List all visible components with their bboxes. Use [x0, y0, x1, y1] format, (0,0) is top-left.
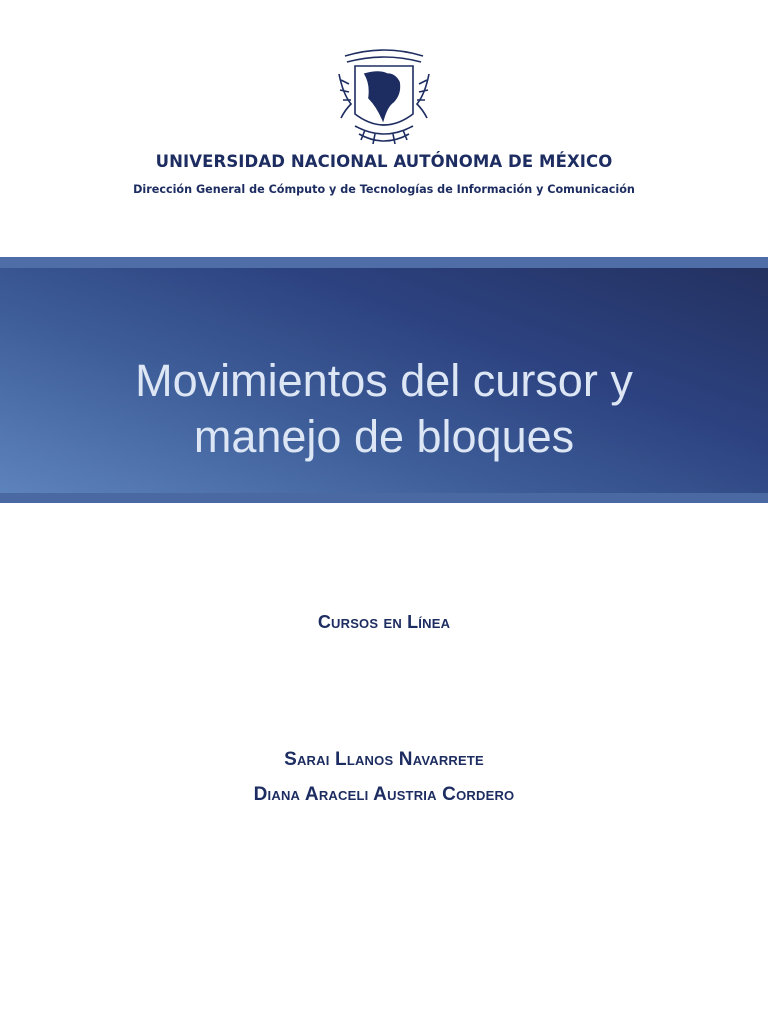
institution-name: UNIVERSIDAD NACIONAL AUTÓNOMA DE MÉXICO [155, 152, 613, 171]
title-line-1: Movimientos del cursor y [135, 355, 633, 406]
unam-seal-icon [335, 44, 433, 148]
author-name: Sarai Llanos Navarrete [284, 749, 484, 770]
document-title [0, 353, 768, 465]
banner-stripe-top [0, 257, 768, 268]
title-line-2: manejo de bloques [193, 411, 575, 462]
banner-stripe-bottom [0, 493, 768, 503]
course-label: Cursos en Línea [317, 612, 451, 632]
author-name: Diana Araceli Austria Cordero [253, 784, 515, 805]
title-banner [0, 257, 768, 503]
department-name: Dirección General de Cómputo y de Tecnologías de Información y Comunicación [133, 183, 635, 196]
